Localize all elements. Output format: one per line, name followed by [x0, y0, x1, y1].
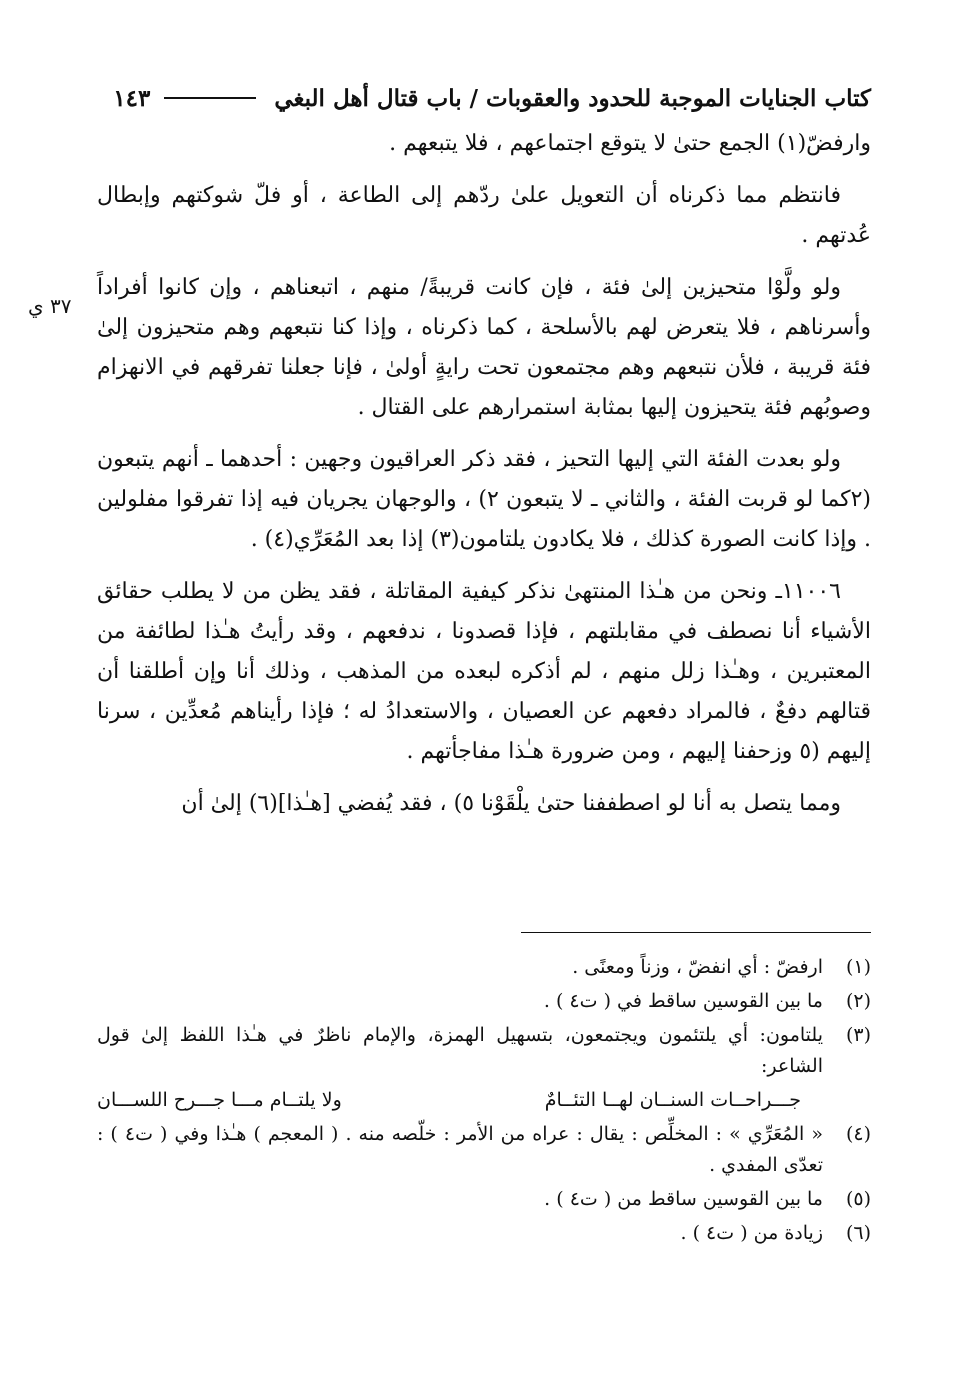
manuscript-folio-note: ٣٧ ي: [28, 294, 72, 318]
footnote-text: ما بين القوسين ساقط من ( ت٤ ) .: [544, 1188, 823, 1210]
footnote: [97, 1020, 871, 1082]
running-header: [100, 78, 871, 118]
footnote: [97, 952, 871, 983]
footnote-text: يلتامون: أي يلتئمون ويجتمعون، بتسهيل الهمزة، والإمام ناظرٌ في هـٰذا اللفظ إلىٰ قول الشاعر:: [97, 1024, 823, 1077]
paragraph: فانتظم مما ذكرناه أن التعويل علىٰ ردّهم إلى الطاعة ، أو فلّ شوكتهم وإبطال عُدتهم .: [97, 183, 871, 248]
paragraph: ولو ولَّوْا متحيزين إلىٰ فئة ، فإن كانت قريبةً/ منهم ، اتبعناهم ، وإن كانوا أفراداً وأسرناهم ، فلا يتعرض لهم بالأسلحة ، كما ذكرناه ، وإذا كنا نتبعهم وهم متحيزون إلىٰ فئة قريبة ، فلأن نتبعهم وهم مجتمعون تحت رايةٍ أولىٰ ، فإنا جعلنا تفرقهم في الانهزام وصوبُهم فئة يتحيزون إليها بمثابة استمرارهم على القتال .: [97, 275, 871, 420]
footnote-text: زيادة من ( ت٤ ) .: [680, 1222, 823, 1244]
paragraph: ومما يتصل به أنا لو اصطففنا حتىٰ يلْقَوْنا ٥) ، فقد يُفضي [هـٰذا](٦) إلىٰ أن: [181, 791, 841, 816]
footnote-text: ما بين القوسين ساقط في ( ت٤ ) .: [543, 990, 823, 1012]
footnote-text: ارفضّ : أي انفضّ ، وزناً ومعنًى .: [572, 956, 823, 978]
footnote-text: « المُعَرِّي » : المخلِّص : يقال : عراه من الأمر : خلّصه منه . ( المعجم ) هـٰذا وفي ( ت٤ ) : تعدّى المفدي .: [97, 1123, 823, 1176]
footnote: [97, 1184, 871, 1215]
main-text: [97, 124, 871, 836]
header-rule: [164, 97, 256, 99]
paragraph: وارفضّ(١) الجمع حتىٰ لا يتوقع اجتماعهم ، فلا يتبعهم .: [389, 131, 871, 156]
footnote: [97, 1119, 871, 1181]
verse-second-hemistich: ولا يلتــام مـــا جـــرح اللســـان: [97, 1089, 342, 1111]
footnote-separator: [521, 932, 871, 933]
footnote-number: (٣): [845, 1024, 871, 1046]
footnote-number: (٢): [845, 990, 871, 1012]
footnote-number: (٥): [845, 1188, 871, 1210]
paragraph: ١١٠٠٦ـ ونحن من هـٰذا المنتهىٰ نذكر كيفية المقاتلة ، فقد يظن من لا يطلب حقائق الأشياء أنا نصطف في مقابلتهم ، فإذا قصدونا ، ندفعهم ، وقد رأيتُ هـٰذا لطائفة من المعتبرين ، وهـٰذا زلل منهم ، لم أذكره لبعده من المذهب ، وذلك أنا وإن أطلقنا أن قتالهم دفعٌ ، فالمراد دفعهم عن العصيان ، والاستعدادُ له ؛ فإذا رأيناهم مُعدِّين ، سرنا إليهم (٥ وزحفنا إليهم ، ومن ضرورة هـٰذا مفاجأتهم .: [97, 579, 871, 764]
footnote: [97, 986, 871, 1017]
footnote-number: (١): [845, 956, 871, 978]
paragraph: ولو بعدت الفئة التي إليها التحيز ، فقد ذكر العراقيون وجهين : أحدهما ـ أنهم يتبعون (٢كما لو قربت الفئة ، والثاني ـ لا يتبعون ٢) ، والوجهان يجريان فيه إذا تفرقوا مفلولين . وإذا كانت الصورة كذلك ، فلا يكادون يلتامون(٣) إذا بعد المُعَرِّي(٤) .: [97, 447, 871, 552]
footnotes: [97, 952, 871, 1252]
verse-first-hemistich: جـــراحــات السنــان لهــا التئــامٌ: [544, 1089, 801, 1111]
footnote: [97, 1218, 871, 1249]
header-title: كتاب الجنايات الموجبة للحدود والعقوبات / باب قتال أهل البغي: [274, 84, 871, 112]
poetry-verse: [97, 1085, 871, 1116]
footnote-number: (٤): [845, 1123, 871, 1145]
page-number: ١٤٣: [113, 84, 151, 112]
footnote-number: (٦): [845, 1222, 871, 1244]
